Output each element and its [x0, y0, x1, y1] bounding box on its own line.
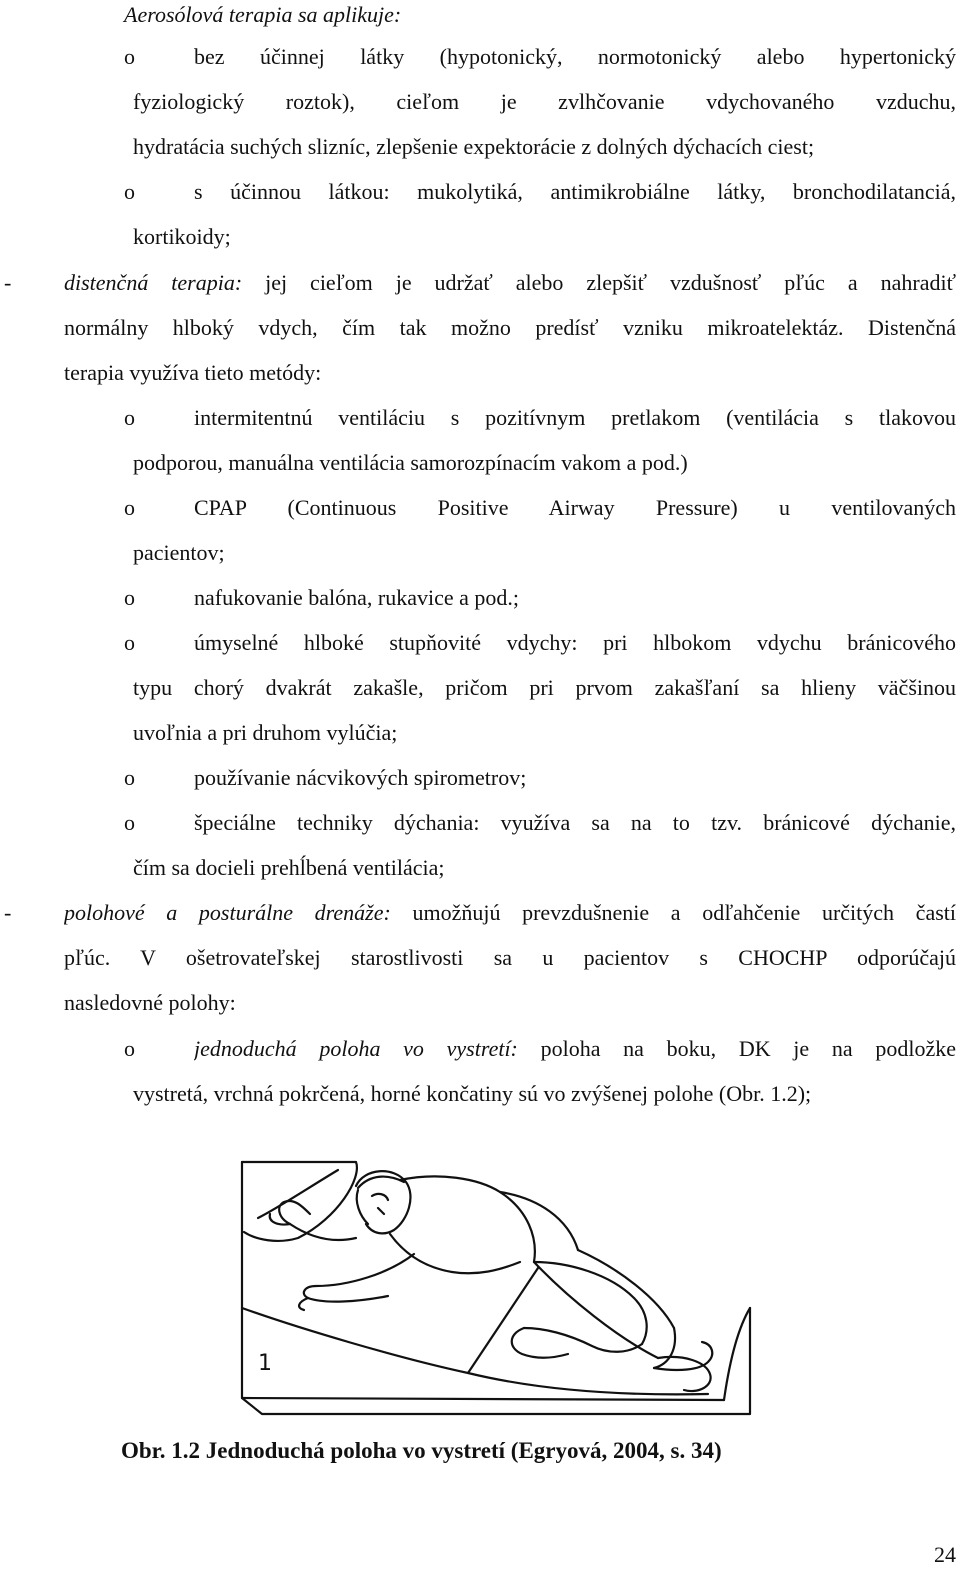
lying-patient-drawing [238, 1158, 756, 1420]
aerosol-item-2-line-1: s účinnou látkou: mukolytiká, antimikrobiálne látky, bronchodilatanciá, [194, 179, 956, 204]
position-line-2: vystretá, vrchná pokrčená, horné končatiny sú vo zvýšenej polohe (Obr. 1.2); [133, 1081, 812, 1106]
bullet-marker: o [124, 585, 135, 610]
method-2-line-1: CPAP (Continuous Positive Airway Pressure) u ventilovaných [194, 495, 956, 520]
aerosol-intro: Aerosólová terapia sa aplikuje: [124, 2, 402, 27]
position-line-1 [194, 1034, 956, 1064]
method-1-line-1: intermitentnú ventiláciu s pozitívnym pretlakom (ventilácia s tlakovou [194, 405, 956, 430]
figure-caption: Obr. 1.2 Jednoduchá poloha vo vystretí (Egryová, 2004, s. 34) [121, 1438, 722, 1463]
bullet-marker: o [124, 1036, 135, 1061]
drainage-line-1 [64, 898, 956, 928]
drainage-term: polohové a posturálne drenáže: [64, 900, 391, 925]
position-term: jednoduchá poloha vo vystretí: [194, 1036, 518, 1061]
page-number: 24 [934, 1542, 956, 1567]
distension-line-3: terapia využíva tieto metódy: [64, 360, 322, 385]
aerosol-item-2-line-2: kortikoidy; [133, 224, 231, 249]
method-4-line-2: typu chorý dvakrát zakašle, pričom pri prvom zakašľaní sa hlieny väčšinou [133, 675, 956, 700]
bullet-marker: o [124, 44, 135, 69]
distension-line-1 [64, 268, 956, 298]
bullet-marker: o [124, 495, 135, 520]
position-line-1-rest: poloha na boku, DK je na podložke [517, 1036, 956, 1061]
distension-term: distenčná terapia: [64, 270, 243, 295]
drainage-line-2: pľúc. V ošetrovateľskej starostlivosti sa u pacientov s CHOCHP odporúčajú [64, 945, 956, 970]
method-2-line-2: pacientov; [133, 540, 225, 565]
bullet-marker: o [124, 765, 135, 790]
method-6-line-1: špeciálne techniky dýchania: využíva sa na to tzv. bránicové dýchanie, [194, 810, 956, 835]
bullet-marker: o [124, 179, 135, 204]
aerosol-item-1-line-2: fyziologický roztok), cieľom je zvlhčovanie vdychovaného vzduchu, [133, 89, 956, 114]
method-1-line-2: podporou, manuálna ventilácia samorozpínacím vakom a pod.) [133, 450, 688, 475]
bullet-marker: o [124, 405, 135, 430]
aerosol-item-1-line-3: hydratácia suchých slizníc, zlepšenie expektorácie z dolných dýchacích ciest; [133, 134, 815, 159]
aerosol-item-1-line-1: bez účinnej látky (hypotonický, normotonický alebo hypertonický [194, 44, 956, 69]
dash-marker: - [4, 270, 12, 295]
method-3-line-1: nafukovanie balóna, rukavice a pod.; [194, 585, 519, 610]
figure-label: 1 [258, 1351, 272, 1376]
distension-line-1-rest: jej cieľom je udržať alebo zlepšiť vzdušnosť pľúc a nahradiť [242, 270, 956, 295]
method-5-line-1: používanie nácvikových spirometrov; [194, 765, 527, 790]
position-illustration [238, 1158, 756, 1420]
distension-line-2: normálny hlboký vdych, čím tak možno predísť vzniku mikroatelektáz. Distenčná [64, 315, 956, 340]
method-4-line-3: uvoľnia a pri druhom vylúčia; [133, 720, 398, 745]
method-4-line-1: úmyselné hlboké stupňovité vdychy: pri hlbokom vdychu bránicového [194, 630, 956, 655]
method-6-line-2: čím sa docieli prehĺbená ventilácia; [133, 855, 445, 880]
bullet-marker: o [124, 810, 135, 835]
drainage-line-1-rest: umožňujú prevzdušnenie a odľahčenie určitých častí [390, 900, 956, 925]
dash-marker: - [4, 900, 12, 925]
drainage-line-3: nasledovné polohy: [64, 990, 236, 1015]
bullet-marker: o [124, 630, 135, 655]
